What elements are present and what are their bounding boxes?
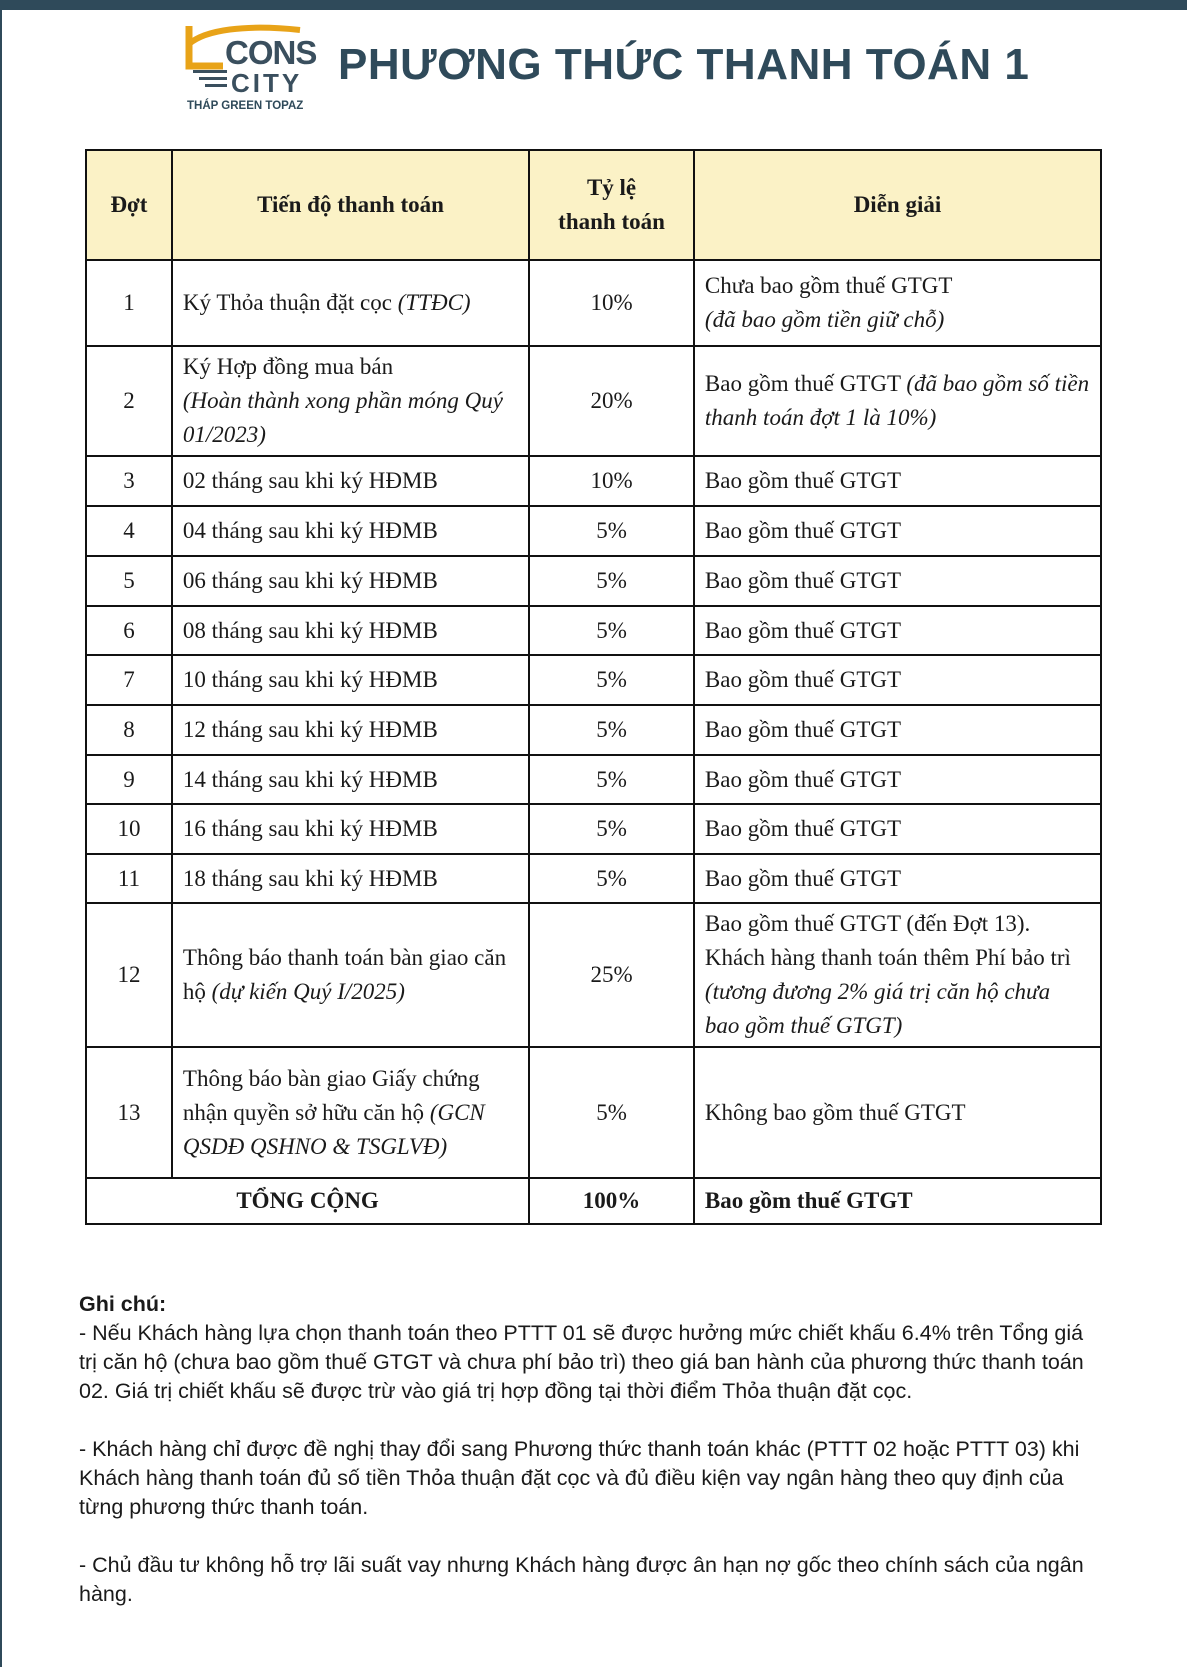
cell-dot: 2 xyxy=(86,346,172,456)
cell-dot: 7 xyxy=(86,655,172,705)
cell-ratio: 5% xyxy=(529,755,694,804)
cell-dot: 9 xyxy=(86,755,172,804)
table-header-row xyxy=(86,150,1101,260)
table-row xyxy=(86,804,1101,854)
cell-ratio: 5% xyxy=(529,1047,694,1178)
logo-city-text: CITY xyxy=(231,68,303,98)
cell-progress xyxy=(172,705,529,755)
cell-desc xyxy=(694,804,1101,854)
bcons-city-logo xyxy=(185,22,320,117)
desc-note: (tương đương 2% giá trị căn hộ chưa bao gồm thuế GTGT) xyxy=(704,979,1051,1038)
cell-dot: 1 xyxy=(86,260,172,346)
table-row xyxy=(86,456,1101,506)
total-desc: Bao gồm thuế GTGT xyxy=(694,1178,1101,1224)
cell-ratio: 5% xyxy=(529,655,694,705)
header-ratio xyxy=(529,150,694,260)
progress-text: Thông báo bàn giao Giấy chứng nhận quyền sở hữu căn hộ xyxy=(182,1065,480,1125)
progress-text: 12 tháng sau khi ký HĐMB xyxy=(182,717,438,742)
progress-text: Ký Hợp đồng mua bán xyxy=(182,354,394,379)
progress-note: (dự kiến Quý I/2025) xyxy=(211,979,405,1004)
table-row xyxy=(86,506,1101,556)
cell-desc xyxy=(694,456,1101,506)
cell-desc xyxy=(694,346,1101,456)
cell-dot: 5 xyxy=(86,556,172,606)
cell-progress xyxy=(172,854,529,903)
cell-ratio: 5% xyxy=(529,854,694,903)
table-row xyxy=(86,260,1101,346)
header-desc: Diễn giải xyxy=(694,150,1101,260)
notes-heading: Ghi chú: xyxy=(79,1292,167,1316)
note-item: - Chủ đầu tư không hỗ trợ lãi suất vay nhưng Khách hàng được ân hạn nợ gốc theo chính sách của ngân hàng. xyxy=(79,1553,1084,1606)
cell-dot: 12 xyxy=(86,903,172,1047)
cell-desc xyxy=(694,903,1101,1047)
logo-subtitle: THÁP GREEN TOPAZ xyxy=(187,100,304,112)
note-item: - Nếu Khách hàng lựa chọn thanh toán theo PTTT 01 sẽ được hưởng mức chiết khấu 6.4% trên Tổng giá trị căn hộ (chưa bao gồm thuế GTGT và chưa phí bảo trì) theo giá ban hành của phương thức thanh toán 02. Giá trị chiết khấu sẽ được trừ vào giá trị hợp đồng tại thời điểm Thỏa thuận đặt cọc. xyxy=(79,1321,1084,1403)
desc-text: Bao gồm thuế GTGT (đến Đợt 13). Khách hàng thanh toán thêm Phí bảo trì xyxy=(704,911,1071,970)
header-ratio-line1: Tỷ lệ xyxy=(586,175,637,200)
table-row xyxy=(86,606,1101,655)
cell-progress xyxy=(172,1047,529,1178)
cell-ratio: 5% xyxy=(529,556,694,606)
cell-progress xyxy=(172,346,529,456)
desc-text: Bao gồm thuế GTGT xyxy=(704,568,902,593)
cell-dot: 4 xyxy=(86,506,172,556)
cell-ratio: 5% xyxy=(529,705,694,755)
table-row xyxy=(86,854,1101,903)
cell-ratio: 20% xyxy=(529,346,694,456)
payment-schedule-table xyxy=(85,149,1102,1225)
desc-text: Bao gồm thuế GTGT xyxy=(704,766,902,792)
table-row xyxy=(86,903,1101,1047)
cell-desc xyxy=(694,260,1101,346)
table-row xyxy=(86,655,1101,705)
cell-progress xyxy=(172,804,529,854)
progress-text: Ký Thỏa thuận đặt cọc xyxy=(182,290,398,315)
cell-ratio: 5% xyxy=(529,506,694,556)
cell-progress xyxy=(172,260,529,346)
table-body xyxy=(86,260,1101,1178)
cell-ratio: 10% xyxy=(529,456,694,506)
cell-desc xyxy=(694,854,1101,903)
cell-dot: 10 xyxy=(86,804,172,854)
cell-progress xyxy=(172,755,529,804)
progress-text: 04 tháng sau khi ký HĐMB xyxy=(182,518,438,543)
desc-text: Bao gồm thuế GTGT xyxy=(704,371,907,396)
total-row xyxy=(86,1178,1101,1224)
progress-note: (Hoàn thành xong phần móng Quý 01/2023) xyxy=(182,388,503,447)
progress-text: 14 tháng sau khi ký HĐMB xyxy=(182,766,438,792)
desc-note: (đã bao gồm tiền giữ chỗ) xyxy=(704,307,945,332)
cell-desc xyxy=(694,556,1101,606)
logo-cons-text: CONS xyxy=(225,34,317,71)
table-row xyxy=(86,705,1101,755)
cell-dot: 11 xyxy=(86,854,172,903)
desc-text: Bao gồm thuế GTGT xyxy=(704,667,902,692)
notes-section xyxy=(79,1290,1099,1638)
cell-dot: 3 xyxy=(86,456,172,506)
header-dot: Đợt xyxy=(86,150,172,260)
total-ratio: 100% xyxy=(529,1178,694,1224)
cell-desc xyxy=(694,755,1101,804)
progress-text: Thông báo thanh toán bàn giao căn hộ xyxy=(182,945,507,1004)
top-bar xyxy=(0,0,1187,10)
progress-text: 16 tháng sau khi ký HĐMB xyxy=(182,816,438,841)
cell-ratio: 25% xyxy=(529,903,694,1047)
desc-text: Bao gồm thuế GTGT xyxy=(704,518,902,543)
cell-desc xyxy=(694,606,1101,655)
cell-progress xyxy=(172,456,529,506)
cell-ratio: 5% xyxy=(529,606,694,655)
left-edge xyxy=(0,0,2,1667)
cell-dot: 13 xyxy=(86,1047,172,1178)
header-progress: Tiến độ thanh toán xyxy=(172,150,529,260)
cell-ratio: 10% xyxy=(529,260,694,346)
note-item: - Khách hàng chỉ được đề nghị thay đổi sang Phương thức thanh toán khác (PTTT 02 hoặc PTTT 03) khi Khách hàng thanh toán đủ số tiền Thỏa thuận đặt cọc và đủ điều kiện vay ngân hàng theo quy định của từng phương thức thanh toán. xyxy=(79,1437,1080,1519)
progress-note: (GCN QSDĐ QSHNO & TSGLVĐ) xyxy=(182,1099,485,1159)
table-row xyxy=(86,755,1101,804)
cell-desc xyxy=(694,1047,1101,1178)
progress-text: 18 tháng sau khi ký HĐMB xyxy=(182,865,438,891)
cell-progress xyxy=(172,556,529,606)
progress-text: 02 tháng sau khi ký HĐMB xyxy=(182,468,438,493)
table-row xyxy=(86,1047,1101,1178)
desc-text: Bao gồm thuế GTGT xyxy=(704,816,902,841)
table-row xyxy=(86,556,1101,606)
desc-text: Bao gồm thuế GTGT xyxy=(704,717,902,742)
desc-note: (đã bao gồm số tiền thanh toán đợt 1 là 10%) xyxy=(704,371,1090,430)
desc-text: Bao gồm thuế GTGT xyxy=(704,617,902,643)
cell-progress xyxy=(172,903,529,1047)
progress-note: (TTĐC) xyxy=(397,290,471,315)
page-title: PHƯƠNG THỨC THANH TOÁN 1 xyxy=(338,40,1030,89)
desc-text: Không bao gồm thuế GTGT xyxy=(704,1099,966,1125)
header-ratio-line2: thanh toán xyxy=(558,209,665,234)
cell-progress xyxy=(172,606,529,655)
cell-progress xyxy=(172,506,529,556)
desc-text: Bao gồm thuế GTGT xyxy=(704,865,902,891)
cell-desc xyxy=(694,506,1101,556)
progress-text: 06 tháng sau khi ký HĐMB xyxy=(182,568,438,593)
progress-text: 10 tháng sau khi ký HĐMB xyxy=(182,667,438,692)
table-row xyxy=(86,346,1101,456)
progress-text: 08 tháng sau khi ký HĐMB xyxy=(182,617,438,643)
cell-dot: 6 xyxy=(86,606,172,655)
desc-text: Bao gồm thuế GTGT xyxy=(704,468,902,493)
desc-text: Chưa bao gồm thuế GTGT xyxy=(704,273,953,298)
total-label: TỔNG CỘNG xyxy=(86,1178,529,1224)
cell-dot: 8 xyxy=(86,705,172,755)
cell-progress xyxy=(172,655,529,705)
cell-desc xyxy=(694,705,1101,755)
cell-ratio: 5% xyxy=(529,804,694,854)
page-header xyxy=(185,22,1085,122)
cell-desc xyxy=(694,655,1101,705)
